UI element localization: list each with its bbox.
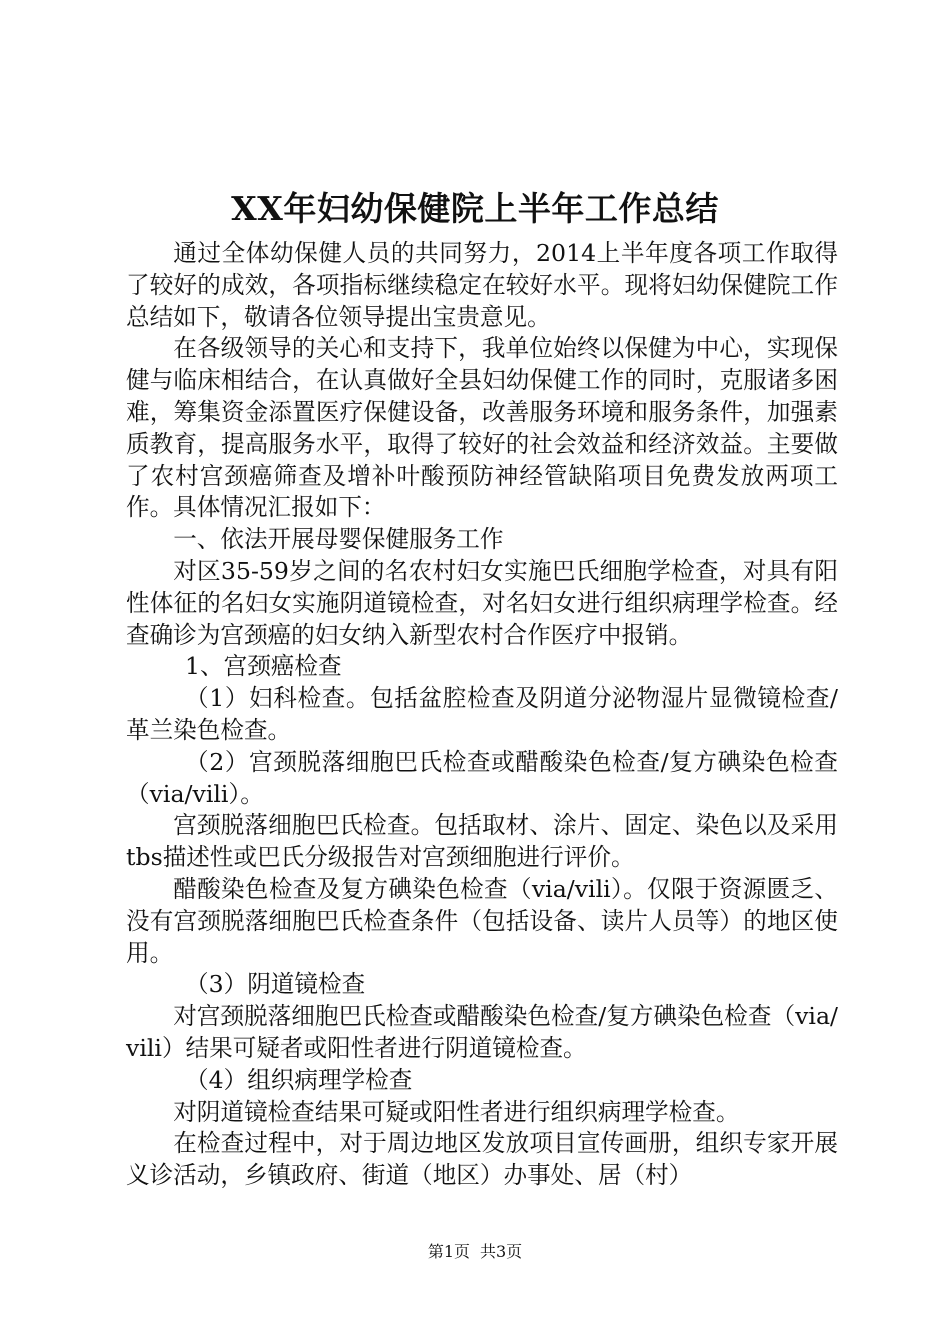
item-2-cytology-exam: （2）宫颈脱落细胞巴氏检查或醋酸染色检查/复方碘染色检查（via/vili）。 [126,747,838,808]
paragraph-outreach: 在检查过程中，对于周边地区发放项目宣传画册，组织专家开展义诊活动，乡镇政府、街道（地区）办事处、居（村） [126,1129,838,1190]
paragraph-via-vili: 醋酸染色检查及复方碘染色检查（via/vili）。仅限于资源匮乏、没有宫颈脱落细胞巴氏检查条件（包括设备、读片人员等）的地区使用。 [126,874,838,967]
paragraph-intro: 通过全体幼保健人员的共同努力，2014上半年度各项工作取得了较好的成效，各项指标继续稳定在较好水平。现将妇幼保健院工作总结如下，敬请各位领导提出宝贵意见。 [126,239,838,331]
page-number: 第1页 [427,1242,470,1261]
section-heading-1: 一、依法开展母婴保健服务工作 [173,525,504,554]
subheading-cervical-exam: 1、宫颈癌检查 [185,652,342,681]
page-total: 共3页 [480,1242,523,1261]
paragraph-histopathology: 对阴道镜检查结果可疑或阳性者进行组织病理学检查。 [173,1097,740,1126]
page-footer [0,1240,950,1264]
paragraph-screening: 对区35-59岁之间的名农村妇女实施巴氏细胞学检查，对具有阳性体征的名妇女实施阴道镜检查，对名妇女进行组织病理学检查。经查确诊为宫颈癌的妇女纳入新型农村合作医疗中报销。 [126,556,838,649]
document-body [126,238,838,1192]
paragraph-colposcopy: 对宫颈脱落细胞巴氏检查或醋酸染色检查/复方碘染色检查（via/vili）结果可疑者或阳性者进行阴道镜检查。 [126,1002,838,1062]
item-3-colposcopy: （3）阴道镜检查 [185,970,366,999]
document-title: XX年妇幼保健院上半年工作总结 [231,189,719,228]
item-1-gynecological-exam: （1）妇科检查。包括盆腔检查及阴道分泌物湿片显微镜检查/革兰染色检查。 [126,684,838,744]
paragraph-pap-smear: 宫颈脱落细胞巴氏检查。包括取材、涂片、固定、染色以及采用tbs描述性或巴氏分级报告对宫颈细胞进行评价。 [126,811,838,872]
item-4-histopathology: （4）组织病理学检查 [185,1065,413,1094]
paragraph-overview: 在各级领导的关心和支持下，我单位始终以保健为中心，实现保健与临床相结合，在认真做好全县妇幼保健工作的同时，克服诸多困难，筹集资金添置医疗保健设备，改善服务环境和服务条件，加强素质教育，提高服务水平，取得了较好的社会效益和经济效益。主要做了农村宫颈癌筛查及增补叶酸预防神经管缺陷项目免费发放两项工作。具体情况汇报如下： [126,334,838,522]
